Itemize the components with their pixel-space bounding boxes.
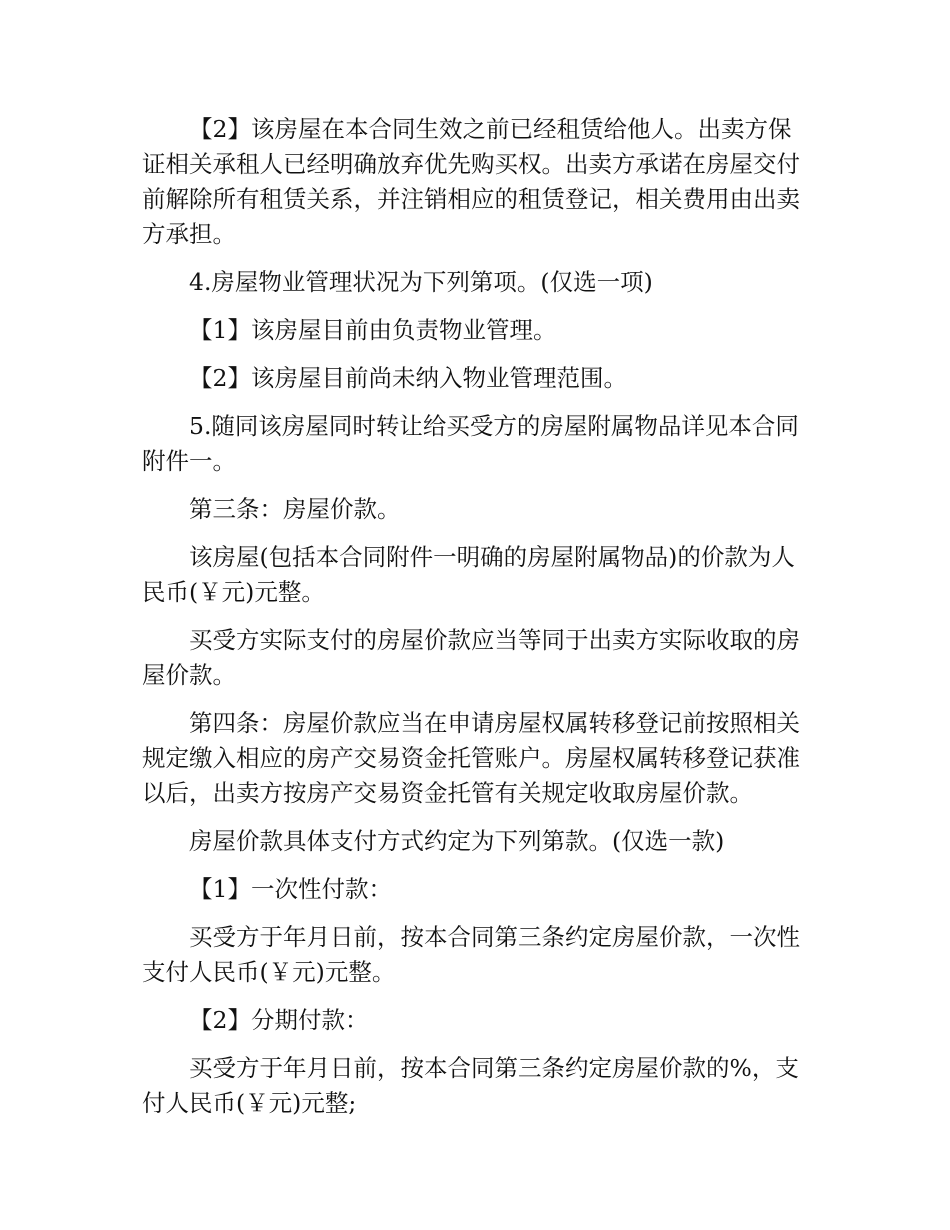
paragraph-payment-method: 房屋价款具体支付方式约定为下列第款。(仅选一款) — [189, 827, 725, 855]
paragraph-price-equivalence: 买受方实际支付的房屋价款应当等同于出卖方实际收取的房屋价款。 — [142, 626, 800, 689]
article-3-heading: 第三条：房屋价款。 — [189, 495, 401, 523]
paragraph-management-option-2: 【2】该房屋目前尚未纳入物业管理范围。 — [189, 364, 627, 392]
paragraph-lease-clause-2: 【2】该房屋在本合同生效之前已经租赁给他人。出卖方保证相关承租人已经明确放弃优先购买权。出卖方承诺在房屋交付前解除所有租赁关系，并注销相应的租赁登记，相关费用由出卖方承担。 — [142, 115, 800, 248]
document-body — [142, 112, 814, 1134]
paragraph-lump-sum-payment: 买受方于年月日前，按本合同第三条约定房屋价款，一次性支付人民币(￥元)元整。 — [142, 923, 800, 986]
paragraph-property-management-heading: 4.房屋物业管理状况为下列第项。(仅选一项) — [189, 268, 653, 296]
paragraph-house-price: 该房屋(包括本合同附件一明确的房屋附属物品)的价款为人民币(￥元)元整。 — [142, 543, 795, 606]
payment-option-1-heading: 【1】一次性付款： — [189, 875, 392, 903]
paragraph-installment-payment: 买受方于年月日前，按本合同第三条约定房屋价款的%，支付人民币(￥元)元整; — [142, 1054, 799, 1117]
article-4-escrow: 第四条：房屋价款应当在申请房屋权属转移登记前按照相关规定缴入相应的房产交易资金托管账户。房屋权属转移登记获准以后，出卖方按房产交易资金托管有关规定收取房屋价款。 — [142, 709, 800, 807]
paragraph-management-option-1: 【1】该房屋目前由负责物业管理。 — [189, 316, 557, 344]
paragraph-attached-items: 5.随同该房屋同时转让给买受方的房屋附属物品详见本合同附件一。 — [142, 412, 799, 475]
payment-option-2-heading: 【2】分期付款： — [189, 1006, 369, 1034]
